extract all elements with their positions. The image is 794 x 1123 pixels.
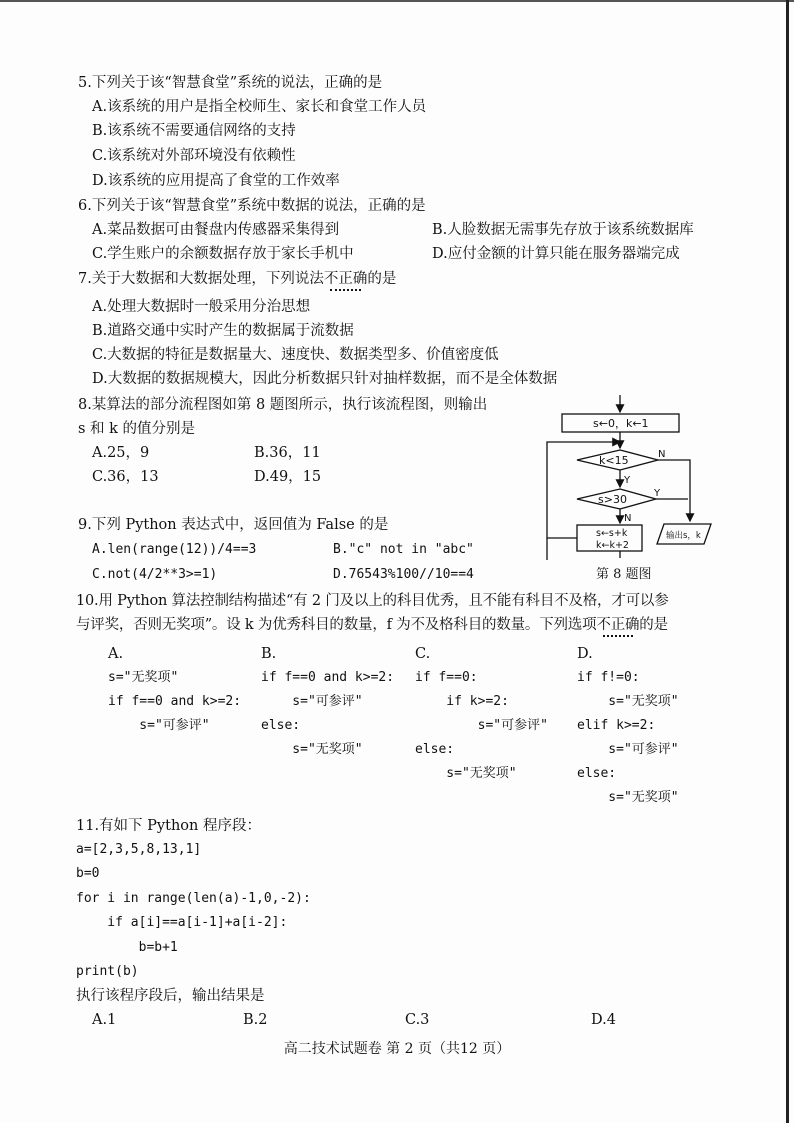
q10-option-c-label: C. — [415, 646, 431, 662]
q7-stem-emphasis: 不正确 — [323, 271, 368, 287]
q11-after-text: 执行该程序段后，输出结果是 — [76, 988, 265, 1004]
q10-b-line3: else: — [261, 718, 301, 733]
q7-option-d: D.大数据的数据规模大，因此分析数据只针对抽样数据，而不是全体数据 — [92, 371, 558, 387]
q5-option-d: D.该系统的应用提高了食堂的工作效率 — [92, 173, 340, 189]
q11-code-line5: b=b+1 — [76, 940, 178, 955]
q8-stem-line1: 8.某算法的部分流程图如第 8 题图所示，执行该流程图，则输出 — [78, 397, 488, 413]
q10-d-line1: if f!=0: — [577, 670, 640, 685]
q8-flowchart — [540, 392, 720, 588]
flow-cond1-text: k<15 — [599, 454, 629, 467]
q8-option-b: B.36，11 — [254, 445, 321, 461]
q9-option-c: C.not(4/2**3>=1) — [92, 567, 218, 582]
q10-d-line6: s="无奖项" — [577, 790, 679, 805]
q10-stem-emphasis: 不正确 — [596, 617, 640, 633]
q8-option-d: D.49，15 — [254, 469, 322, 485]
q8-option-c: C.36，13 — [92, 469, 159, 485]
q10-stem-line2 — [76, 614, 668, 636]
q10-option-d-label: D. — [577, 646, 593, 662]
flow-proc2-text: k←k+2 — [596, 540, 629, 551]
q7-stem-post: 的是 — [367, 271, 397, 287]
q6-option-b: B.人脸数据无需事先存放于该系统数据库 — [432, 222, 694, 238]
flow-cond2-no: N — [624, 513, 632, 524]
flow-output-text: 输出s，k — [666, 531, 701, 541]
flow-cond1-no: N — [658, 449, 666, 460]
q6-stem: 6.下列关于该“智慧食堂”系统中数据的说法，正确的是 — [78, 198, 426, 214]
q10-d-line5: else: — [577, 766, 617, 781]
q9-option-d: D.76543%100//10==4 — [333, 567, 474, 582]
q10-option-b-label: B. — [261, 646, 277, 662]
q11-option-c: C.3 — [405, 1012, 430, 1028]
q8-stem-line2: s 和 k 的值分别是 — [78, 421, 196, 437]
q11-option-d: D.4 — [591, 1012, 616, 1028]
q10-option-a-label: A. — [108, 646, 124, 662]
q10-c-line2: if k>=2: — [415, 694, 509, 709]
scan-edge-top — [0, 0, 794, 2]
flow-init-text: s←0，k←1 — [593, 417, 649, 430]
q11-code-line6: print(b) — [76, 964, 139, 979]
flow-proc1-text: s←s+k — [596, 528, 628, 539]
q10-c-line5: s="无奖项" — [415, 766, 517, 781]
q10-b-line4: s="无奖项" — [261, 742, 363, 757]
q8-figure-caption: 第 8 题图 — [596, 567, 652, 582]
q7-option-b: B.道路交通中实时产生的数据属于流数据 — [92, 323, 354, 339]
q10-b-line1: if f==0 and k>=2: — [261, 670, 395, 685]
q11-code-line3: for i in range(len(a)-1,0,-2): — [76, 891, 311, 906]
q10-stem-pre: 与评奖，否则无奖项”。设 k 为优秀科目的数量，f 为不及格科目的数量。下列选项 — [76, 617, 597, 633]
q6-option-a: A.菜品数据可由餐盘内传感器采集得到 — [92, 222, 340, 238]
q11-option-b: B.2 — [243, 1012, 268, 1028]
q10-stem-line1: 10.用 Python 算法控制结构描述“有 2 门及以上的科目优秀，且不能有科目不及格，才可以参 — [76, 593, 669, 609]
q10-d-line2: s="无奖项" — [577, 694, 679, 709]
q10-a-line1: s="无奖项" — [108, 670, 179, 685]
q11-stem: 11.有如下 Python 程序段： — [76, 818, 261, 834]
flow-cond2-text: s>30 — [598, 493, 627, 506]
q7-option-a: A.处理大数据时一般采用分治思想 — [92, 299, 311, 315]
q5-option-b: B.该系统不需要通信网络的支持 — [92, 123, 296, 139]
q9-option-a: A.len(range(12))/4==3 — [92, 542, 257, 557]
q9-stem: 9.下列 Python 表达式中，返回值为 False 的是 — [78, 517, 389, 533]
q7-option-c: C.大数据的特征是数据量大、速度快、数据类型多、价值密度低 — [92, 347, 499, 363]
q11-code-line1: a=[2,3,5,8,13,1] — [76, 842, 202, 857]
q5-option-a: A.该系统的用户是指全校师生、家长和食堂工作人员 — [92, 99, 427, 115]
q10-b-line2: s="可参评" — [261, 694, 363, 709]
q11-code-line4: if a[i]==a[i-1]+a[i-2]: — [76, 915, 288, 930]
q11-code-line2: b=0 — [76, 866, 100, 881]
scan-edge-right — [786, 0, 789, 1123]
q7-stem-pre: 7.关于大数据和大数据处理，下列说法 — [78, 271, 324, 287]
q10-c-line3: s="可参评" — [415, 718, 548, 733]
q5-stem: 5.下列关于该“智慧食堂”系统的说法，正确的是 — [78, 75, 383, 91]
flow-cond2-yes: Y — [654, 488, 661, 499]
q10-d-line3: elif k>=2: — [577, 718, 656, 733]
q10-c-line1: if f==0: — [415, 670, 478, 685]
q10-a-line3: s="可参评" — [108, 718, 210, 733]
flow-cond1-yes: Y — [624, 475, 631, 486]
q6-option-d: D.应付金额的计算只能在服务器端完成 — [432, 246, 680, 262]
q9-option-b: B."c" not in "abc" — [333, 542, 474, 557]
q8-option-a: A.25，9 — [92, 445, 150, 461]
page-footer: 高二技术试题卷 第 2 页（共12 页） — [283, 1041, 511, 1057]
q7-stem — [78, 268, 396, 290]
q11-option-a: A.1 — [92, 1012, 117, 1028]
q5-option-c: C.该系统对外部环境没有依赖性 — [92, 148, 296, 164]
q6-option-c: C.学生账户的余额数据存放于家长手机中 — [92, 246, 354, 262]
q10-d-line4: s="可参评" — [577, 742, 679, 757]
q10-c-line4: else: — [415, 742, 455, 757]
q10-a-line2: if f==0 and k>=2: — [108, 694, 242, 709]
q10-stem-post: 的是 — [639, 617, 668, 633]
